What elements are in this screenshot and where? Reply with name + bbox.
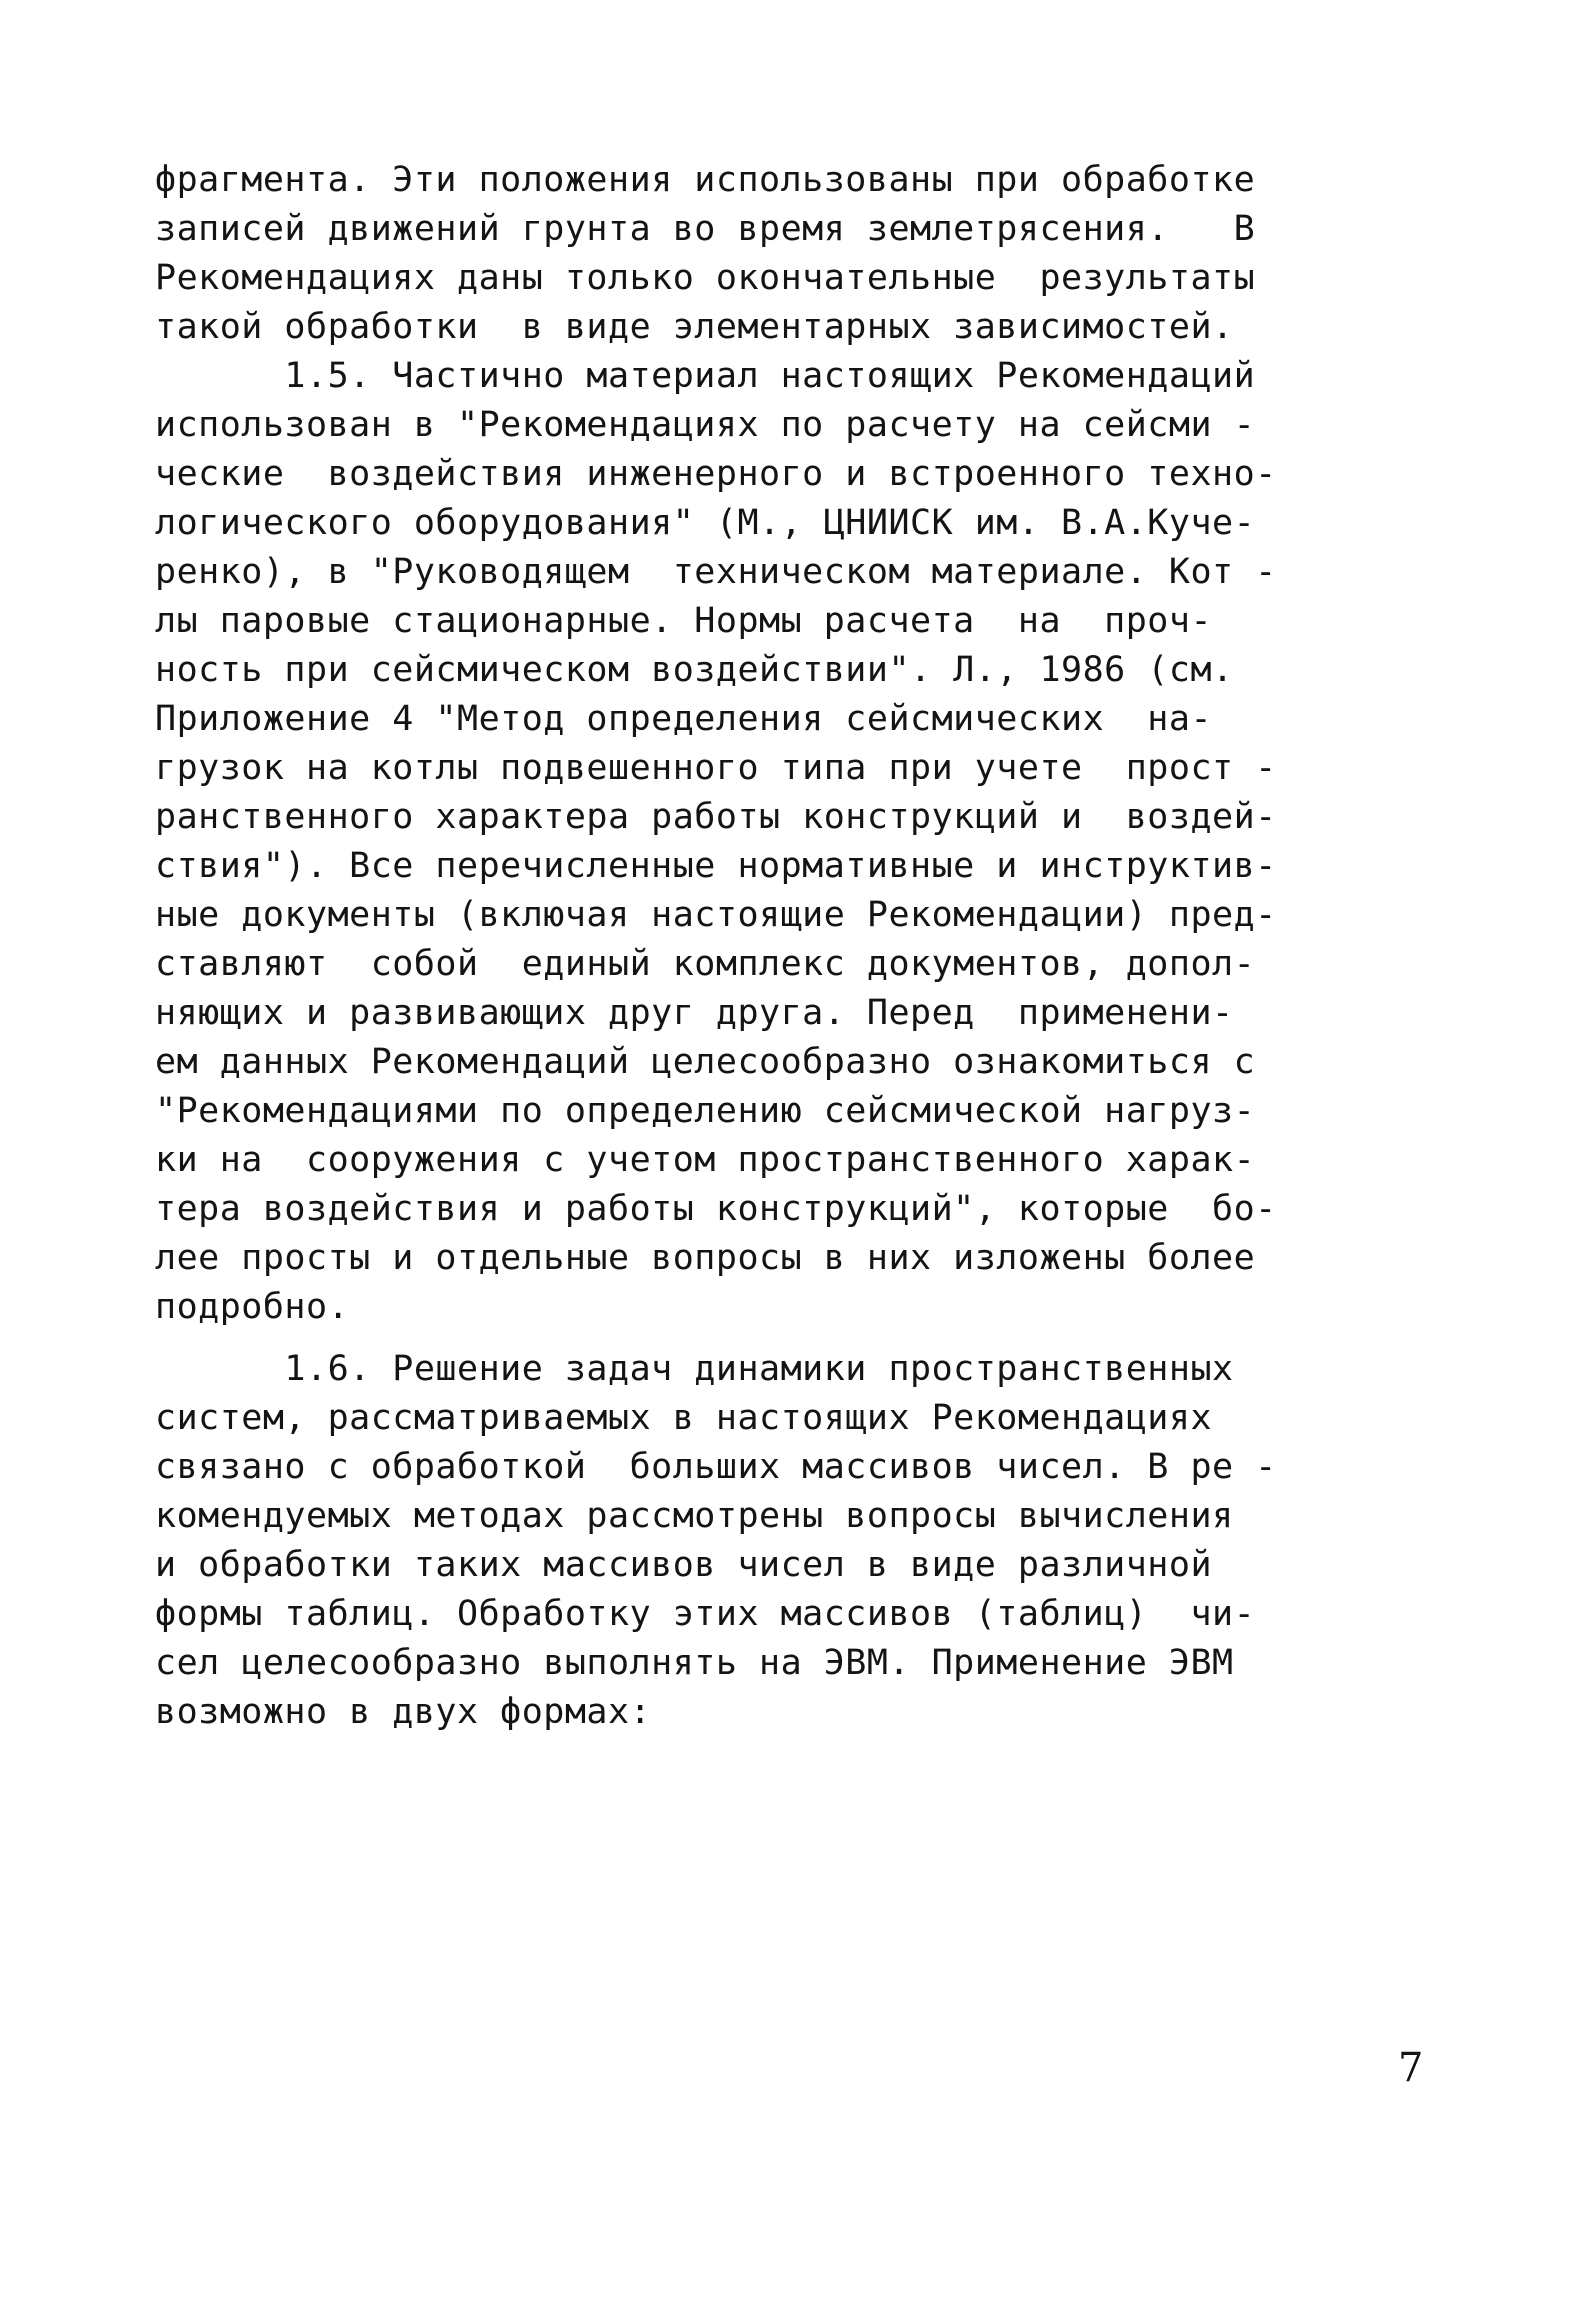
text-line: ки на сооружения с учетом пространственного харак-: [155, 1140, 1256, 1180]
text-line: сел целесообразно выполнять на ЭВМ. Применение ЭВМ: [155, 1643, 1234, 1683]
page-number: 7: [1398, 2045, 1424, 2091]
text-line: 1.6. Решение задач динамики пространственных: [155, 1349, 1234, 1389]
text-line: использован в "Рекомендациях по расчету на сейсми -: [155, 405, 1256, 445]
text-line: ствия"). Все перечисленные нормативные и инструктив-: [155, 846, 1277, 886]
text-line: ставляют собой единый комплекс документов, допол-: [155, 944, 1256, 984]
text-line: ность при сейсмическом воздействии". Л., 1986 (см.: [155, 650, 1234, 690]
text-line: формы таблиц. Обработку этих массивов (таблиц) чи-: [155, 1594, 1256, 1634]
text-line: подробно.: [155, 1287, 350, 1327]
text-line: фрагмента. Эти положения использованы при обработке: [155, 160, 1256, 200]
text-line: ренко), в "Руководящем техническом материале. Кот -: [155, 552, 1277, 592]
text-line: Приложение 4 "Метод определения сейсмических на-: [155, 699, 1213, 739]
text-line: логического оборудования" (М., ЦНИИСК им. В.А.Куче-: [155, 503, 1256, 543]
text-line: записей движений грунта во время землетрясения. В: [155, 209, 1256, 249]
text-line: тера воздействия и работы конструкций", которые бо-: [155, 1189, 1277, 1229]
text-line: лее просты и отдельные вопросы в них изложены более: [155, 1238, 1256, 1278]
text-line: няющих и развивающих друг друга. Перед применени-: [155, 993, 1234, 1033]
text-line: возможно в двух формах:: [155, 1692, 652, 1732]
text-line: грузок на котлы подвешенного типа при учете прост -: [155, 748, 1277, 788]
text-line: лы паровые стационарные. Нормы расчета на проч-: [155, 601, 1213, 641]
text-line: ем данных Рекомендаций целесообразно ознакомиться с: [155, 1042, 1256, 1082]
text-line: "Рекомендациями по определению сейсмической нагруз-: [155, 1091, 1256, 1131]
text-line: ранственного характера работы конструкций и воздей-: [155, 797, 1277, 837]
text-line: Рекомендациях даны только окончательные результаты: [155, 258, 1256, 298]
text-line: связано с обработкой больших массивов чисел. В ре -: [155, 1447, 1277, 1487]
text-line: комендуемых методах рассмотрены вопросы вычисления: [155, 1496, 1234, 1536]
text-line: и обработки таких массивов чисел в виде различной: [155, 1545, 1213, 1585]
text-line: 1.5. Частично материал настоящих Рекомендаций: [155, 356, 1256, 396]
text-line: такой обработки в виде элементарных зависимостей.: [155, 307, 1234, 347]
text-line: ческие воздействия инженерного и встроенного техно-: [155, 454, 1277, 494]
text-line: систем, рассматриваемых в настоящих Рекомендациях: [155, 1398, 1213, 1438]
text-line: ные документы (включая настоящие Рекомендации) пред-: [155, 895, 1277, 935]
